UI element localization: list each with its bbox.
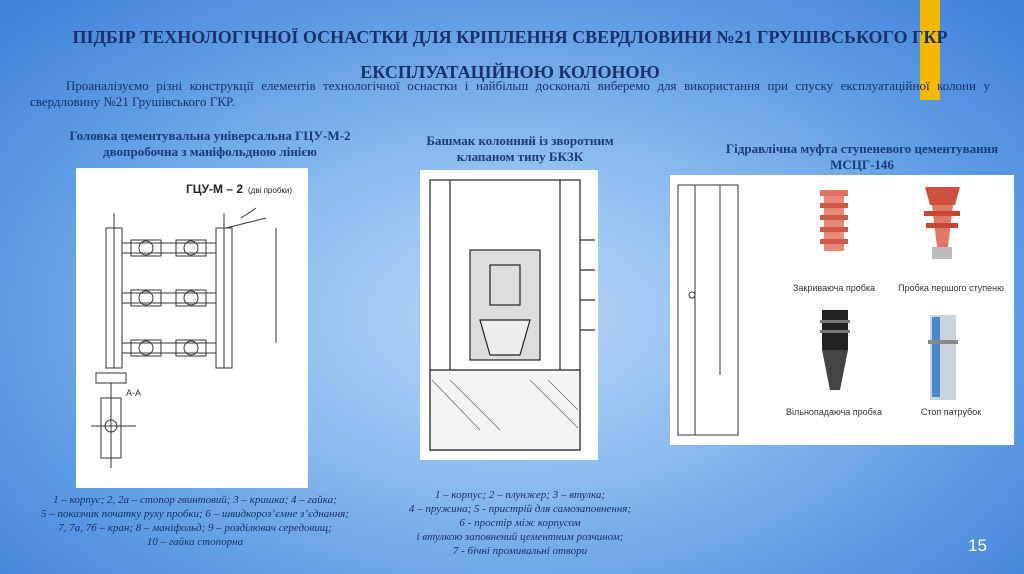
figure-3-caption	[700, 141, 1024, 173]
figure-2-drawing	[420, 170, 598, 460]
figure-3-drawing	[670, 175, 1014, 445]
figure-2-caption	[400, 133, 640, 165]
closing-plug-image	[820, 190, 848, 251]
cementing-head-diagram	[76, 168, 308, 488]
legend-line: 1 – корпус; 2 – плунжер; 3 – втулка;	[434, 489, 606, 501]
figure-1-drawing	[76, 168, 308, 488]
casing-shoe-diagram	[420, 170, 598, 460]
section-label: А-А	[126, 388, 142, 398]
intro-paragraph: Проаналізуємо різні конструкції елементів технологічної оснастки і найбільш досконалі виберемо для використання при спуску експлуатаційної колони у свердловину №21 Грушівського ГКР.	[30, 78, 990, 109]
stop-sub-image	[928, 315, 958, 400]
first-stage-plug-image	[924, 187, 960, 259]
free-fall-plug-image	[820, 310, 850, 390]
legend-line: 10 – гайка стопорна	[146, 536, 244, 548]
figure-1-caption-line1: Головка цементувальна універсальна ГЦУ-М-2	[69, 128, 351, 143]
legend-line: 5 – показчик початку руху пробки; 6 – швидкороз’ємне з’єднання;	[41, 508, 349, 520]
legend-line: 1 – корпус; 2, 2а – стопор гвинтовий; 3 – кришка; 4 – гайка;	[53, 494, 337, 506]
legend-line: 6 - простір між корпусом	[459, 517, 581, 529]
drawing-title: ГЦУ-М – 2	[186, 182, 244, 196]
figure-3-caption-line1: Гідравлічна муфта ступеневого цементування	[725, 141, 999, 156]
figure-3-caption-line2: МСЦГ-146	[830, 157, 894, 172]
title-line-2: ЕКСПЛУАТАЦІЙНОЮ КОЛОНОЮ	[360, 62, 660, 82]
legend-line: 4 – пружина; 5 - пристрій для самозаповнення;	[408, 503, 632, 515]
figure-2-legend	[385, 488, 655, 558]
figure-1-caption	[20, 128, 400, 160]
part-label-free-fall-plug: Вільнопадаюча пробка	[786, 407, 882, 417]
legend-line: 7, 7а, 7б – кран; 8 – маніфольд; 9 – розділювач середовищ;	[58, 522, 332, 534]
figure-1-legend	[5, 493, 385, 549]
cementing-collar-diagram	[670, 175, 1014, 445]
legend-line: 7 - бічні промивальні отвори	[452, 545, 588, 557]
drawing-subtitle: (дві пробки)	[248, 186, 293, 195]
figure-2-caption-line2: клапаном типу БКЗК	[456, 149, 584, 164]
legend-line: і втулкою заповнений цементним розчином;	[416, 531, 624, 543]
figure-2-caption-line1: Башмак колонний із зворотним	[426, 133, 614, 148]
part-label-closing-plug: Закриваюча пробка	[792, 283, 876, 293]
title-line-1: ПІДБІР ТЕХНОЛОГІЧНОЇ ОСНАСТКИ ДЛЯ КРІПЛЕННЯ СВЕРДЛОВИНИ №21 ГРУШІВСЬКОГО ГКР	[72, 27, 948, 47]
part-label-first-stage-plug: Пробка першого ступеню	[898, 283, 1004, 293]
part-label-stop-sub: Стоп патрубок	[920, 407, 982, 417]
page-number: 15	[968, 536, 987, 555]
figure-1-caption-line2: двопробочна з маніфольдною лінією	[103, 144, 317, 159]
